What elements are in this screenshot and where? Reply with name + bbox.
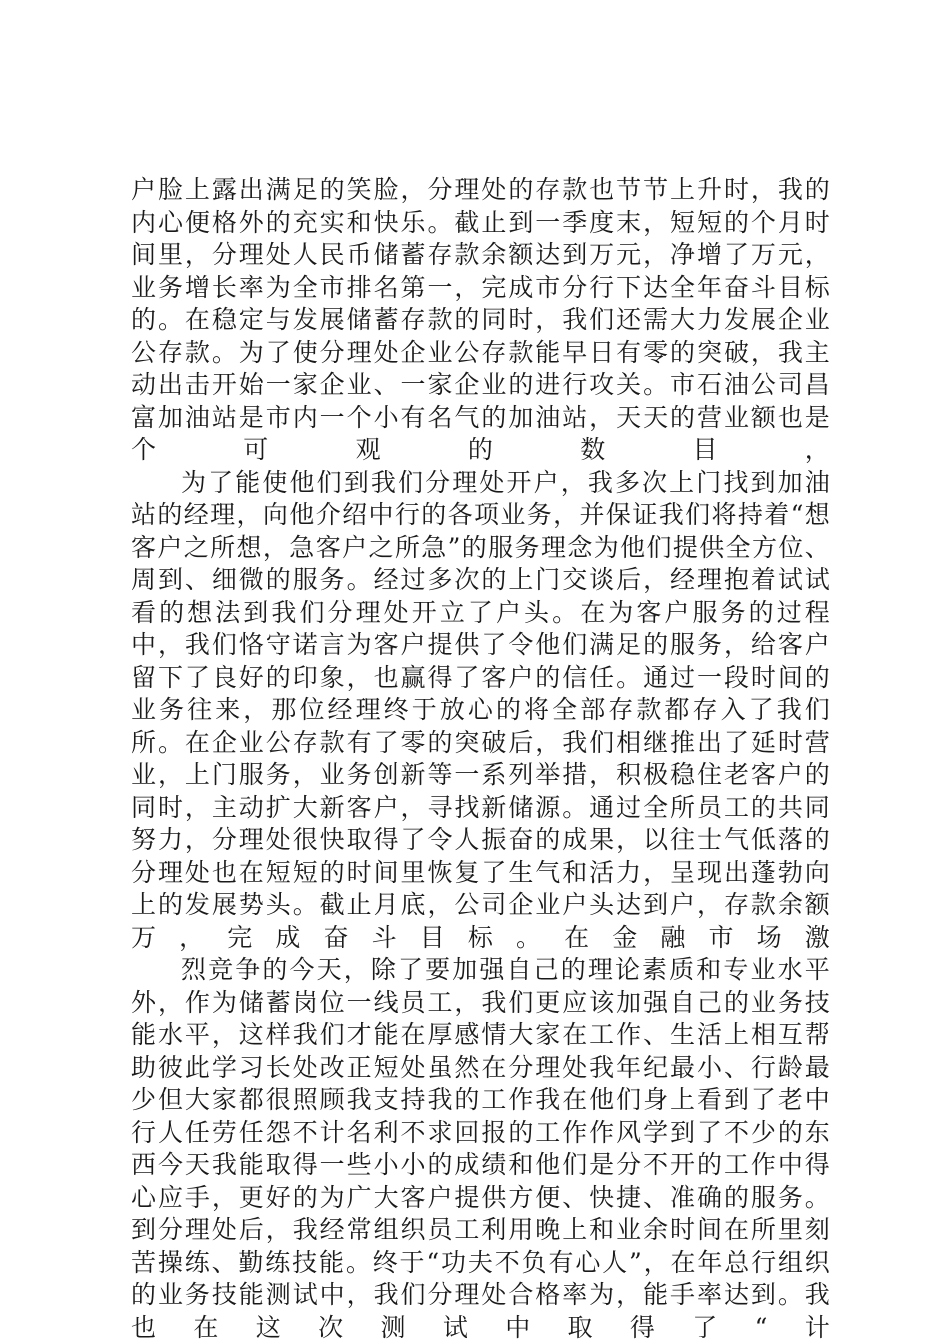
paragraph-2: 为了能使他们到我们分理处开户，我多次上门找到加油站的经理，向他介绍中行的各项业务，并保证我们将持着“想客户之所想，急客户之所急”的服务理念为他们提供全方位、周到、细微的服务。经过多次的上门交谈后，经理抱着试试看的想法到我们分理处开立了户头。在为客户服务的过程中，我们恪守诺言为客户提供了令他们满足的服务，给客户留下了良好的印象，也赢得了客户的信任。通过一段时间的业务往来，那位经理终于放心的将全部存款都存入了我们所。在企业公存款有了零的突破后，我们相继推出了延时营业，上门服务，业务创新等一系列举措，积极稳住老客户的同时，主动扩大新客户，寻找新储源。通过全所员工的共同努力，分理处很快取得了令人振奋的成果，以往士气低落的分理处也在短短的时间里恢复了生气和活力，呈现出蓬勃向上的发展势头。截止月底，公司企业户头达到户，存款余额万，完成奋斗目标。在金融市场激 [131,467,831,952]
paragraph-1: 户脸上露出满足的笑脸，分理处的存款也节节上升时，我的内心便格外的充实和快乐。截止到一季度末，短短的个月时间里，分理处人民币储蓄存款余额达到万元，净增了万元，业务增长率为全市排名第一，完成市分行下达全年奋斗目标的。在稳定与发展储蓄存款的同时，我们还需大力发展企业公存款。为了使分理处企业公存款能早日有零的突破，我主动出击开始一家企业、一家企业的进行攻关。市石油公司昌富加油站是市内一个小有名气的加油站，天天的营业额也是个可观的数目， [131,175,831,464]
paragraph-3: 烈竞争的今天，除了要加强自己的理论素质和专业水平外，作为储蓄岗位一线员工，我们更应该加强自己的业务技能水平，这样我们才能在厚感情大家在工作、生活上相互帮助彼此学习长处改正短处虽然在分理处我年纪最小、行龄最少但大家都很照顾我支持我的工作我在他们身上看到了老中行人任劳任怨不计名利不求回报的工作作风学到了不少的东西今天我能取得一些小小的成绩和他们是分不开的工作中得心应手，更好的为广大客户提供方便、快捷、准确的服务。到分理处后，我经常组织员工利用晚上和业余时间在所里刻苦操练、勤练技能。终于“功夫不负有心人”，在年总行组织的业务技能测试中，我们分理处合格率为，能手率达到。我也在这次测试中取得了“计 [131,955,831,1342]
document-body [131,174,831,1344]
